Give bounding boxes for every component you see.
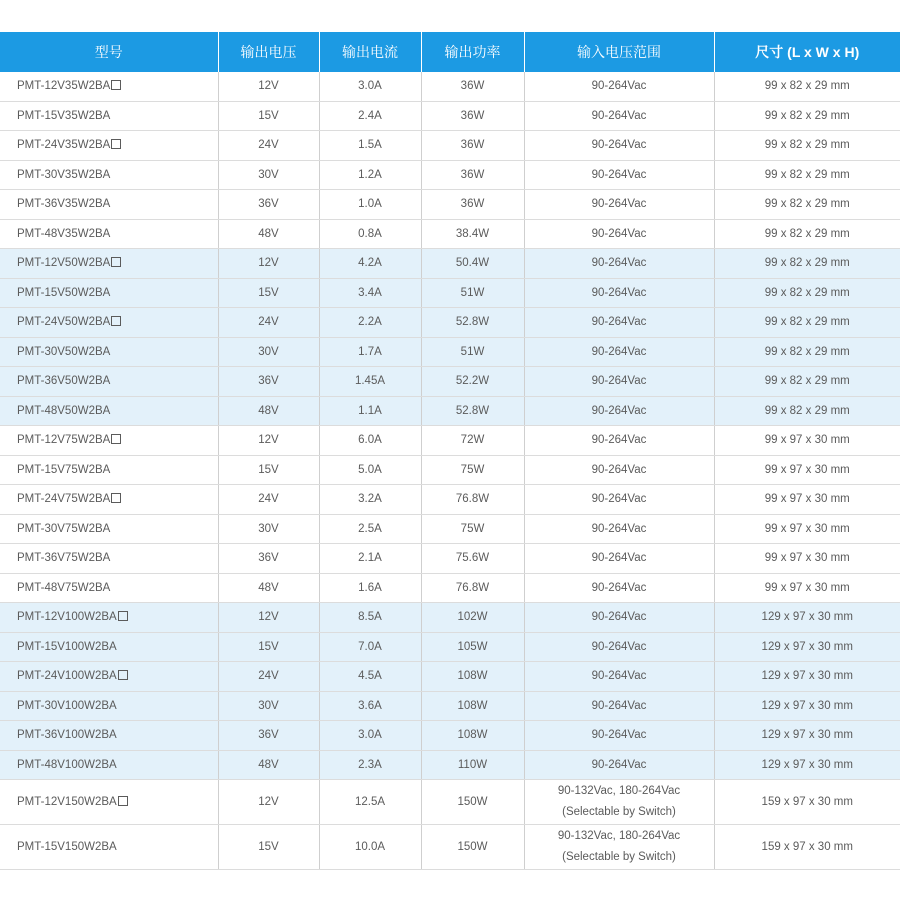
cell-model <box>0 308 218 338</box>
cell-output-current: 2.5A <box>319 514 421 544</box>
input-range-text: 90-264Vac <box>591 404 647 417</box>
cell-input-range <box>524 662 714 692</box>
cell-size: 159 x 97 x 30 mm <box>714 825 900 870</box>
option-box-icon <box>111 257 121 267</box>
cell-input-range <box>524 573 714 603</box>
table-row <box>0 485 900 515</box>
cell-output-voltage: 48V <box>218 573 319 603</box>
cell-model <box>0 160 218 190</box>
cell-model <box>0 603 218 633</box>
cell-size: 99 x 97 x 30 mm <box>714 514 900 544</box>
cell-output-voltage: 24V <box>218 308 319 338</box>
model-text: PMT-24V100W2BA <box>17 670 117 683</box>
option-box-icon <box>118 670 128 680</box>
cell-size: 99 x 82 x 29 mm <box>714 396 900 426</box>
cell-size: 129 x 97 x 30 mm <box>714 662 900 692</box>
cell-output-voltage: 24V <box>218 662 319 692</box>
cell-output-current: 0.8A <box>319 219 421 249</box>
cell-input-range <box>524 691 714 721</box>
cell-output-current: 1.2A <box>319 160 421 190</box>
cell-output-voltage: 15V <box>218 278 319 308</box>
cell-output-power: 72W <box>421 426 524 456</box>
input-range-text: 90-264Vac <box>591 758 647 771</box>
cell-input-range <box>524 101 714 131</box>
cell-output-voltage: 24V <box>218 485 319 515</box>
table-row <box>0 367 900 397</box>
option-box-icon <box>111 139 121 149</box>
cell-output-power: 76.8W <box>421 573 524 603</box>
cell-output-current: 1.1A <box>319 396 421 426</box>
cell-input-range <box>524 219 714 249</box>
cell-model <box>0 632 218 662</box>
cell-output-voltage: 24V <box>218 131 319 161</box>
cell-output-current: 3.0A <box>319 721 421 751</box>
cell-model <box>0 544 218 574</box>
input-range-text: 90-264Vac <box>591 257 647 270</box>
cell-output-voltage: 12V <box>218 426 319 456</box>
cell-input-range <box>524 396 714 426</box>
cell-output-current: 6.0A <box>319 426 421 456</box>
cell-output-current: 8.5A <box>319 603 421 633</box>
cell-input-range <box>524 190 714 220</box>
model-text: PMT-12V75W2BA <box>17 434 111 447</box>
cell-size: 99 x 82 x 29 mm <box>714 367 900 397</box>
cell-input-range <box>524 544 714 574</box>
cell-output-current: 12.5A <box>319 780 421 825</box>
cell-input-range <box>524 825 714 870</box>
input-range-text: 90-264Vac <box>591 227 647 240</box>
cell-model <box>0 662 218 692</box>
cell-output-power: 108W <box>421 691 524 721</box>
cell-output-current: 2.1A <box>319 544 421 574</box>
table-row <box>0 662 900 692</box>
cell-output-current: 3.4A <box>319 278 421 308</box>
cell-output-power: 51W <box>421 337 524 367</box>
input-range-text: 90-264Vac <box>591 316 647 329</box>
cell-output-power: 52.8W <box>421 396 524 426</box>
option-box-icon <box>111 80 121 90</box>
cell-model <box>0 750 218 780</box>
cell-output-power: 36W <box>421 160 524 190</box>
cell-input-range <box>524 426 714 456</box>
cell-size: 99 x 82 x 29 mm <box>714 190 900 220</box>
cell-size: 99 x 97 x 30 mm <box>714 426 900 456</box>
model-text: PMT-15V100W2BA <box>17 640 117 653</box>
spec-table <box>0 32 900 870</box>
cell-output-voltage: 36V <box>218 721 319 751</box>
table-row <box>0 632 900 662</box>
cell-output-power: 36W <box>421 72 524 101</box>
cell-input-range <box>524 367 714 397</box>
cell-output-current: 1.7A <box>319 337 421 367</box>
table-row <box>0 721 900 751</box>
model-text: PMT-15V75W2BA <box>17 463 111 476</box>
spec-table-container <box>0 32 900 870</box>
cell-output-voltage: 15V <box>218 455 319 485</box>
table-row <box>0 396 900 426</box>
model-text: PMT-15V35W2BA <box>17 109 111 122</box>
table-row <box>0 691 900 721</box>
table-row <box>0 190 900 220</box>
cell-output-current: 1.6A <box>319 573 421 603</box>
cell-output-voltage: 12V <box>218 780 319 825</box>
cell-input-range <box>524 160 714 190</box>
cell-model <box>0 278 218 308</box>
cell-output-current: 2.3A <box>319 750 421 780</box>
cell-output-power: 36W <box>421 190 524 220</box>
cell-output-voltage: 15V <box>218 632 319 662</box>
cell-output-voltage: 48V <box>218 750 319 780</box>
model-text: PMT-12V150W2BA <box>17 795 117 808</box>
input-range-text: 90-264Vac <box>591 611 647 624</box>
cell-model <box>0 455 218 485</box>
input-range-text: 90-264Vac <box>591 345 647 358</box>
cell-output-current: 1.0A <box>319 190 421 220</box>
table-row <box>0 750 900 780</box>
cell-model <box>0 367 218 397</box>
model-text: PMT-48V35W2BA <box>17 227 111 240</box>
model-text: PMT-12V35W2BA <box>17 80 111 93</box>
table-body <box>0 72 900 870</box>
input-range-note: (Selectable by Switch) <box>562 851 676 863</box>
input-range-text: 90-264Vac <box>591 463 647 476</box>
cell-model <box>0 190 218 220</box>
cell-size: 99 x 82 x 29 mm <box>714 249 900 279</box>
cell-size: 99 x 82 x 29 mm <box>714 101 900 131</box>
option-box-icon <box>111 434 121 444</box>
table-header-row <box>0 32 900 72</box>
header-output-voltage: 输出电压 <box>218 32 319 72</box>
cell-output-voltage: 30V <box>218 337 319 367</box>
option-box-icon <box>111 493 121 503</box>
cell-size: 129 x 97 x 30 mm <box>714 603 900 633</box>
cell-output-power: 75W <box>421 514 524 544</box>
cell-model <box>0 396 218 426</box>
cell-size: 129 x 97 x 30 mm <box>714 632 900 662</box>
cell-model <box>0 721 218 751</box>
cell-output-power: 108W <box>421 721 524 751</box>
cell-model <box>0 249 218 279</box>
table-row <box>0 72 900 101</box>
cell-input-range <box>524 780 714 825</box>
cell-output-power: 36W <box>421 101 524 131</box>
input-range-text: 90-264Vac <box>591 168 647 181</box>
cell-output-power: 50.4W <box>421 249 524 279</box>
cell-input-range <box>524 72 714 101</box>
cell-size: 99 x 82 x 29 mm <box>714 278 900 308</box>
input-range-text: 90-264Vac <box>591 670 647 683</box>
cell-output-voltage: 30V <box>218 514 319 544</box>
table-row <box>0 426 900 456</box>
cell-size: 99 x 97 x 30 mm <box>714 485 900 515</box>
cell-output-current: 7.0A <box>319 632 421 662</box>
model-text: PMT-36V50W2BA <box>17 375 111 388</box>
cell-size: 99 x 97 x 30 mm <box>714 455 900 485</box>
cell-input-range <box>524 485 714 515</box>
cell-model <box>0 780 218 825</box>
model-text: PMT-15V50W2BA <box>17 286 111 299</box>
cell-output-current: 3.2A <box>319 485 421 515</box>
table-row <box>0 219 900 249</box>
cell-output-current: 1.45A <box>319 367 421 397</box>
cell-size: 99 x 82 x 29 mm <box>714 219 900 249</box>
cell-input-range <box>524 603 714 633</box>
model-text: PMT-12V100W2BA <box>17 611 117 624</box>
cell-input-range <box>524 514 714 544</box>
cell-size: 129 x 97 x 30 mm <box>714 750 900 780</box>
cell-size: 99 x 97 x 30 mm <box>714 544 900 574</box>
cell-output-current: 2.4A <box>319 101 421 131</box>
cell-output-voltage: 30V <box>218 691 319 721</box>
cell-model <box>0 337 218 367</box>
cell-output-current: 5.0A <box>319 455 421 485</box>
table-row <box>0 603 900 633</box>
cell-output-power: 110W <box>421 750 524 780</box>
cell-input-range <box>524 131 714 161</box>
cell-output-power: 75.6W <box>421 544 524 574</box>
model-text: PMT-48V100W2BA <box>17 758 117 771</box>
input-range-text: 90-264Vac <box>591 729 647 742</box>
cell-size: 99 x 82 x 29 mm <box>714 72 900 101</box>
option-box-icon <box>118 611 128 621</box>
header-output-current: 输出电流 <box>319 32 421 72</box>
cell-size: 99 x 82 x 29 mm <box>714 308 900 338</box>
cell-output-power: 150W <box>421 780 524 825</box>
cell-output-power: 36W <box>421 131 524 161</box>
option-box-icon <box>111 316 121 326</box>
table-row <box>0 337 900 367</box>
cell-model <box>0 825 218 870</box>
input-range-text: 90-264Vac <box>591 640 647 653</box>
table-row <box>0 131 900 161</box>
cell-size: 129 x 97 x 30 mm <box>714 691 900 721</box>
cell-size: 99 x 82 x 29 mm <box>714 160 900 190</box>
cell-output-voltage: 12V <box>218 603 319 633</box>
input-range-text: 90-264Vac <box>591 699 647 712</box>
cell-model <box>0 219 218 249</box>
table-row <box>0 101 900 131</box>
input-range-note: (Selectable by Switch) <box>562 806 676 818</box>
model-text: PMT-24V75W2BA <box>17 493 111 506</box>
table-row <box>0 544 900 574</box>
header-model: 型号 <box>0 32 218 72</box>
model-text: PMT-24V50W2BA <box>17 316 111 329</box>
cell-input-range <box>524 337 714 367</box>
table-row <box>0 160 900 190</box>
input-range-text: 90-264Vac <box>591 493 647 506</box>
cell-size: 129 x 97 x 30 mm <box>714 721 900 751</box>
header-input-range: 输入电压范围 <box>524 32 714 72</box>
cell-output-current: 3.0A <box>319 72 421 101</box>
cell-input-range <box>524 308 714 338</box>
cell-output-voltage: 15V <box>218 101 319 131</box>
input-range-text: 90-264Vac <box>591 80 647 93</box>
model-text: PMT-36V100W2BA <box>17 729 117 742</box>
input-range-text: 90-264Vac <box>591 552 647 565</box>
cell-input-range <box>524 721 714 751</box>
table-row <box>0 308 900 338</box>
cell-model <box>0 72 218 101</box>
input-range-text: 90-264Vac <box>591 198 647 211</box>
cell-output-current: 4.5A <box>319 662 421 692</box>
table-row <box>0 514 900 544</box>
input-range-text: 90-264Vac <box>591 434 647 447</box>
model-text: PMT-48V50W2BA <box>17 404 111 417</box>
cell-size: 99 x 82 x 29 mm <box>714 337 900 367</box>
input-range-text: 90-264Vac <box>591 109 647 122</box>
cell-input-range <box>524 455 714 485</box>
cell-output-current: 3.6A <box>319 691 421 721</box>
cell-size: 99 x 97 x 30 mm <box>714 573 900 603</box>
model-text: PMT-30V35W2BA <box>17 168 111 181</box>
cell-model <box>0 485 218 515</box>
option-box-icon <box>118 796 128 806</box>
model-text: PMT-30V75W2BA <box>17 522 111 535</box>
table-row <box>0 780 900 825</box>
cell-output-voltage: 48V <box>218 219 319 249</box>
cell-input-range <box>524 249 714 279</box>
input-range-text: 90-132Vac, 180-264Vac <box>557 785 681 797</box>
model-text: PMT-24V35W2BA <box>17 139 111 152</box>
cell-output-voltage: 15V <box>218 825 319 870</box>
model-text: PMT-30V100W2BA <box>17 699 117 712</box>
cell-output-voltage: 36V <box>218 544 319 574</box>
cell-output-voltage: 48V <box>218 396 319 426</box>
cell-size: 99 x 82 x 29 mm <box>714 131 900 161</box>
cell-output-power: 150W <box>421 825 524 870</box>
header-size: 尺寸 (L x W x H) <box>714 32 900 72</box>
table-row <box>0 249 900 279</box>
cell-output-power: 102W <box>421 603 524 633</box>
cell-output-power: 108W <box>421 662 524 692</box>
header-output-power: 输出功率 <box>421 32 524 72</box>
cell-output-power: 52.8W <box>421 308 524 338</box>
cell-model <box>0 131 218 161</box>
model-text: PMT-12V50W2BA <box>17 257 111 270</box>
table-row <box>0 825 900 870</box>
input-range-text: 90-264Vac <box>591 139 647 152</box>
cell-output-voltage: 12V <box>218 249 319 279</box>
cell-output-voltage: 36V <box>218 367 319 397</box>
cell-model <box>0 514 218 544</box>
model-text: PMT-48V75W2BA <box>17 581 111 594</box>
input-range-text: 90-264Vac <box>591 522 647 535</box>
cell-output-power: 38.4W <box>421 219 524 249</box>
cell-size: 159 x 97 x 30 mm <box>714 780 900 825</box>
cell-output-current: 10.0A <box>319 825 421 870</box>
cell-output-power: 52.2W <box>421 367 524 397</box>
table-row <box>0 573 900 603</box>
cell-output-power: 75W <box>421 455 524 485</box>
cell-input-range <box>524 278 714 308</box>
cell-input-range <box>524 632 714 662</box>
cell-output-voltage: 12V <box>218 72 319 101</box>
cell-output-voltage: 30V <box>218 160 319 190</box>
cell-output-current: 2.2A <box>319 308 421 338</box>
cell-output-current: 4.2A <box>319 249 421 279</box>
model-text: PMT-15V150W2BA <box>17 840 117 853</box>
input-range-text: 90-132Vac, 180-264Vac <box>557 830 681 842</box>
cell-model <box>0 101 218 131</box>
model-text: PMT-36V35W2BA <box>17 198 111 211</box>
table-row <box>0 278 900 308</box>
cell-model <box>0 573 218 603</box>
model-text: PMT-36V75W2BA <box>17 552 111 565</box>
cell-output-current: 1.5A <box>319 131 421 161</box>
table-row <box>0 455 900 485</box>
input-range-text: 90-264Vac <box>591 581 647 594</box>
cell-output-power: 51W <box>421 278 524 308</box>
cell-input-range <box>524 750 714 780</box>
cell-model <box>0 426 218 456</box>
cell-output-power: 76.8W <box>421 485 524 515</box>
cell-model <box>0 691 218 721</box>
model-text: PMT-30V50W2BA <box>17 345 111 358</box>
input-range-text: 90-264Vac <box>591 286 647 299</box>
cell-output-voltage: 36V <box>218 190 319 220</box>
input-range-text: 90-264Vac <box>591 375 647 388</box>
cell-output-power: 105W <box>421 632 524 662</box>
